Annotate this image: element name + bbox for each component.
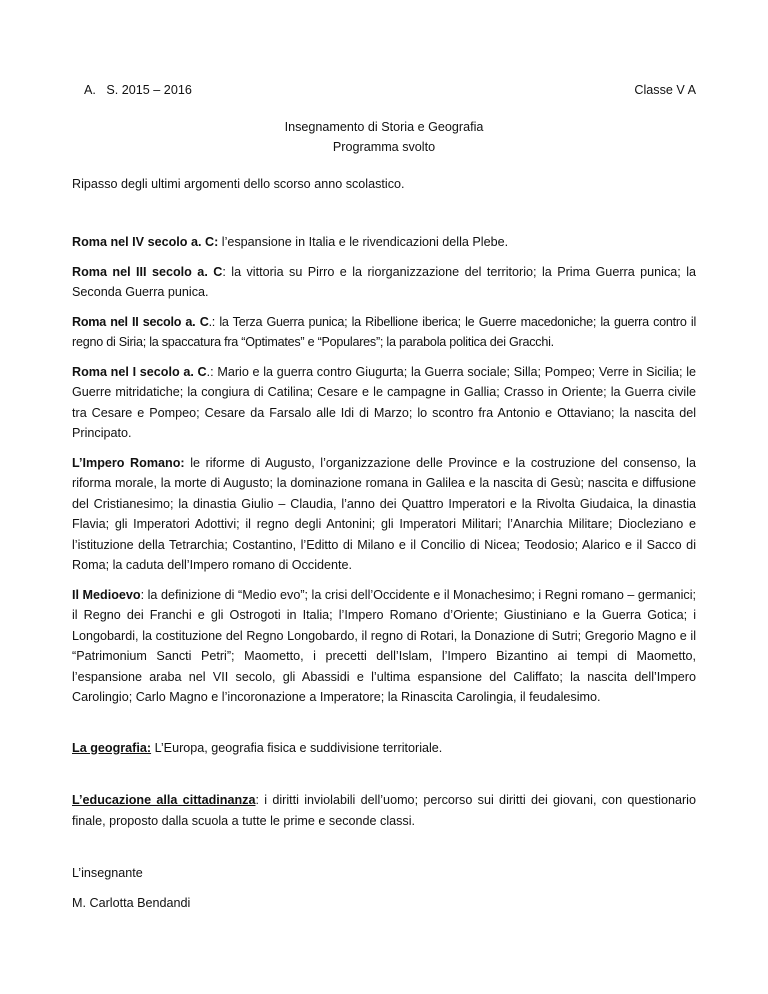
document-page	[72, 80, 696, 913]
header-row	[84, 80, 696, 101]
section-heading: Roma nel IV secolo a. C:	[72, 235, 219, 249]
section-roma-i	[72, 362, 696, 444]
subject-title: Insegnamento di Storia e Geografia	[284, 119, 484, 134]
section-text: le riforme di Augusto, l’organizzazione delle Province e la costruzione del consenso, la riforma morale, la morte di Augusto; la dominazione romana in Galilea e la nascita di Gesù; nascita e diffusione del Cristianesimo; la dinastia Giulio – Claudia, l’anno dei Quattro Imperatori e la Rivolta Giudaica, la dinastia Flavia; gli Imperatori Adottivi; il regno degli Antonini; gli Imperatori Militari; l’Anarchia Militare; Diocleziano e l’istituzione della Tetrarchia; Costantino, l’Editto di Milano e il Concilio di Nicea; Teodosio; Alarico e il Sacco di Roma; la caduta dell’Impero romano di Occidente.	[72, 455, 696, 572]
geografia-heading: La geografia:	[72, 740, 152, 755]
section-heading: L’Impero Romano:	[72, 455, 185, 470]
geografia-text: L’Europa, geografia fisica e suddivisione territoriale.	[151, 740, 443, 755]
intro-paragraph: Ripasso degli ultimi argomenti dello scorso anno scolastico.	[72, 176, 405, 191]
section-heading: Roma nel I secolo a. C	[72, 364, 207, 379]
section-text: l’espansione in Italia e le rivendicazioni della Plebe.	[218, 235, 509, 249]
section-text: .: Mario e la guerra contro Giugurta; la Guerra sociale; Silla; Pompeo; Verre in Sicilia; le Guerre mitridatiche; la congiura di Catilina; Cesare e le campagne in Gallia; Crasso in Oriente; la Guerra civile tra Cesare e Pompeo; Cesare da Farsalo alle Idi di Marzo; lo scontro fra Antonio e Ottaviano; la nascita del Principato.	[72, 364, 696, 440]
class-label: Classe V A	[634, 83, 696, 97]
signature-label: L’insegnante	[72, 866, 143, 880]
section-geografia	[72, 738, 696, 759]
section-heading: Il Medioevo	[72, 587, 141, 602]
section-impero-romano	[72, 453, 696, 576]
cittadinanza-heading: L’educazione alla cittadinanza	[72, 793, 256, 807]
section-medioevo	[72, 585, 696, 708]
section-roma-iv	[72, 232, 696, 253]
section-roma-ii	[72, 312, 696, 353]
program-title: Programma svolto	[332, 140, 436, 154]
signature-name: M. Carlotta Bendandi	[72, 895, 191, 910]
section-roma-iii	[72, 262, 696, 303]
section-cittadinanza	[72, 790, 696, 831]
section-heading: Roma nel III secolo a. C	[72, 264, 223, 279]
document-titles	[72, 117, 696, 158]
section-text: : la vittoria su Pirro e la riorganizzazione del territorio; la Prima Guerra punica; la Seconda Guerra punica.	[72, 264, 696, 299]
school-year: A. S. 2015 – 2016	[84, 83, 192, 97]
section-text: .: la Terza Guerra punica; la Ribellione iberica; le Guerre macedoniche; la guerra contro il regno di Siria; la spaccatura fra “Optimates” e “Populares”; la parabola politica dei Gracchi.	[72, 314, 696, 349]
cittadinanza-text: : i diritti inviolabili dell’uomo; percorso sui diritti dei giovani, con questionario finale, proposto dalla scuola a tutte le prime e seconde classi.	[72, 793, 696, 828]
section-heading: Roma nel II secolo a. C	[72, 314, 209, 329]
section-text: : la definizione di “Medio evo”; la crisi dell’Occidente e il Monachesimo; i Regni romano – germanici; il Regno dei Franchi e gli Ostrogoti in Italia; l’Impero Romano d’Oriente; Giustiniano e la Guerra Gotica; i Longobardi, la costituzione del Regno Longobardo, il regno di Rotari, la Donazione di Sutri; Gregorio Magno e il “Patrimonium Sancti Petri”; Maometto, i precetti dell’Islam, l’Impero Bizantino ai tempi di Maometto, l’espansione araba nel VII secolo, gli Abassidi e l’ultima espansione del Califfato; la nascita dell’Impero Carolingio; Carlo Magno e l’incoronazione a Imperatore; la Rinascita Carolingia, il feudalesimo.	[72, 587, 697, 704]
